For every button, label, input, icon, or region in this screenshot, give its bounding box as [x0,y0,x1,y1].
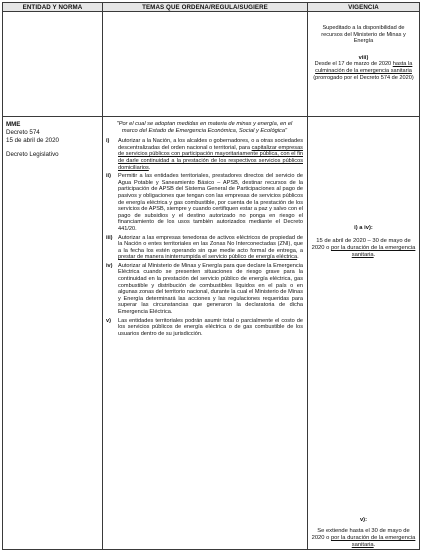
validity-cell [308,117,420,550]
list-item-text [118,263,303,316]
measures-table [2,2,420,550]
list-item [106,138,303,171]
validity-text-1-suffix: . [373,252,376,258]
decree-type: Decreto Legislativo [6,150,59,158]
topics-cell [103,117,308,550]
list-item-text-suffix: . [297,254,299,261]
decree-title-quote: "Por el cual se adoptan medidas en materia de minas y energía, en el marco del Estado de Emergencia Económica, Social y Ecológica" [116,121,293,134]
list-item-text [118,173,303,232]
entity-name: MME [6,121,21,128]
decree-date: 15 de abril de 2020 [6,137,59,145]
list-item [106,235,303,261]
list-item-text-underlined: prestar de manera ininterrumpida el servicio público de energía eléctrica [118,254,298,261]
validity-label-1: i) a iv): [354,225,373,231]
entity-cell-empty [3,12,103,117]
validity-item-text: Desde el 17 de marzo de 2020 [314,61,393,68]
header-row [3,3,420,12]
validity-item-underlined: hasta la culminación de la emergencia sanitaria [315,61,413,74]
list-item [106,173,303,232]
validity-text-2-underlined: por la duración de la emergencia sanitaria [330,535,416,548]
list-item-text [118,318,303,338]
list-item-number: ii) [106,173,111,180]
validity-text: Supeditado a la disponibilidad de recursos del Ministerio de Minas y Energía [321,25,406,45]
list-item-number: iii) [106,234,113,241]
entity-cell [3,117,103,550]
topics-cell-empty [103,12,308,117]
list-item-number: i) [106,138,110,145]
validity-text-1: 15 de abril de 2020 – 30 de mayo de 2020 o [311,238,411,251]
validity-text-2-suffix: . [373,542,376,548]
measures-list [106,138,303,337]
header-entity: ENTIDAD Y NORMA [3,3,103,12]
list-item-text-main: Las entidades territoriales podrán asumir total o parcialmente el costo de los servicios públicos de energía eléctrica o de gas combustible de los usuarios dentro de su jurisdicción. [118,317,303,337]
validity-item-label: viii) [358,54,369,61]
list-item-text-main: Autorizar a la Nación, a los alcaldes o gobernadores, o a otras sociedades descentralizadas del orden nacional o territorial, para [118,138,303,151]
header-topics: TEMAS QUE ORDENA/REGULA/SUGIERE [103,3,308,12]
list-item-text [118,235,303,261]
list-item-text-underlined: capitalizar empresas de servicios públicos con participación mayoritariamente pública, con el fin de darle continuidad a la prestación de los respectivos servicios públicos domiciliarios [118,144,303,171]
list-item [106,318,303,338]
list-item-text-main: Autorizar a las empresas tenedoras de activos eléctricos de propiedad de la Nación o entes territoriales en las Zonas No Interconectadas (ZNI), que a la fecha los estén operando sin que medie acto formal de entrega, a [118,234,303,254]
validity-cell [308,12,420,117]
list-item-number: v) [106,317,111,324]
table-row [3,12,420,117]
validity-label-2: v): [359,517,368,523]
table-row [3,117,420,550]
list-item-text-suffix: . [148,164,151,171]
decree-number: Decreto 574 [6,129,40,137]
validity-text-1-underlined: por la duración de la emergencia sanitaria [330,245,416,258]
list-item-number: iv) [106,262,113,269]
validity-item-suffix: (prorrogado por el Decreto 574 de 2020) [313,74,414,81]
list-item-text-main: Permitir a las entidades territoriales, prestadores directos del servicio de Agua Potable y Saneamiento Básico – APSB, destinar recursos de la participación de APSB del Sistema General de Participaciones al pago de pasivos y obligaciones que tengan con las empresas de servicios públicos de energía eléctrica y gas combustible, por cuenta de la prestación de los servicios de APSB, siempre y cuando certifiquen estar a paz y salvo con el pago de subsidios y el destino autorizado no ponga en riesgo el financiamiento de los usos también autorizados mediante el Decreto 441/20. [118,173,303,232]
list-item-text [118,138,303,171]
validity-text-2: Se extiende hasta el 30 de mayo de 2020 o [311,528,410,541]
list-item-text-main: Autorizar al Ministerio de Minas y Energía para que declare la Emergencia Eléctrica cuando se presenten situaciones de riesgo grave para la continuidad en la prestación del servicio público de energía eléctrica, gas combustible y distribución de combustibles líquidos en el país o en algunas zonas del territorio nacional, durante la cual el Ministerio de Minas y Energía determinará las acciones y las regulaciones requeridas para superar las circunstancias que generaron la declaratoria de dicha Emergencia Eléctrica. [118,262,304,316]
list-item [106,263,303,316]
header-validity: VIGENCIA [308,3,420,12]
